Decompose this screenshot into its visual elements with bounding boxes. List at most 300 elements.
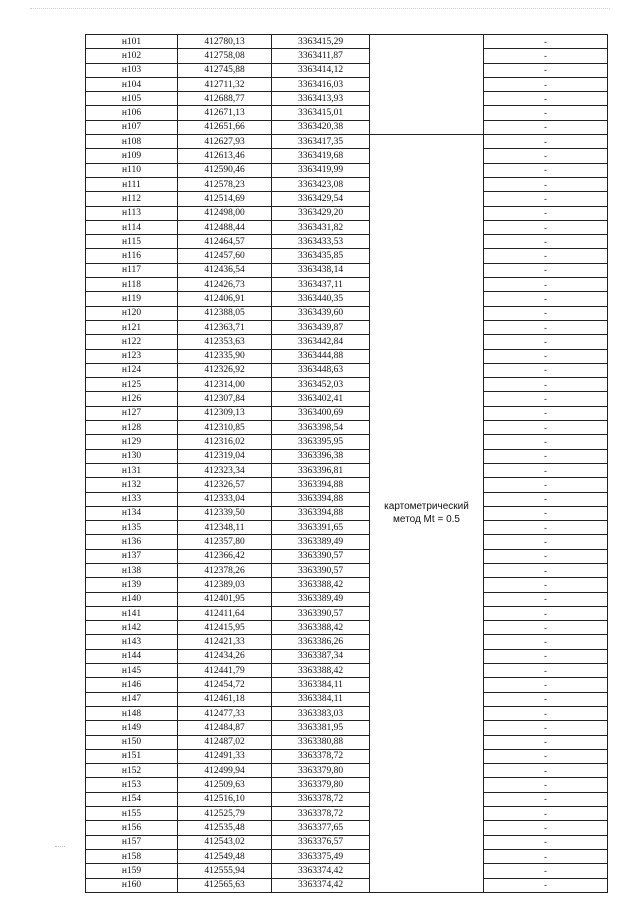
x-coordinate-cell: 412316,02 — [178, 435, 272, 449]
table-row — [86, 792, 608, 806]
y-coordinate-cell: 3363388,42 — [272, 621, 370, 635]
x-coordinate-cell: 412590,46 — [178, 163, 272, 177]
point-name-cell: н114 — [86, 220, 178, 234]
dash-cell: - — [484, 535, 608, 549]
dash-cell: - — [484, 163, 608, 177]
point-name-cell: н141 — [86, 606, 178, 620]
table-row — [86, 449, 608, 463]
x-coordinate-cell: 412525,79 — [178, 807, 272, 821]
y-coordinate-cell: 3363389,49 — [272, 592, 370, 606]
table-row — [86, 563, 608, 577]
point-name-cell: н107 — [86, 120, 178, 134]
table-row — [86, 492, 608, 506]
x-coordinate-cell: 412353,63 — [178, 335, 272, 349]
method-cell: картометрический метод Mt = 0.5 — [370, 135, 484, 893]
x-coordinate-cell: 412491,33 — [178, 749, 272, 763]
dash-cell: - — [484, 249, 608, 263]
table-row — [86, 149, 608, 163]
x-coordinate-cell: 412388,05 — [178, 306, 272, 320]
table-row — [86, 521, 608, 535]
y-coordinate-cell: 3363376,57 — [272, 835, 370, 849]
y-coordinate-cell: 3363375,49 — [272, 849, 370, 863]
x-coordinate-cell: 412326,92 — [178, 363, 272, 377]
dash-cell: - — [484, 764, 608, 778]
table-row — [86, 320, 608, 334]
x-coordinate-cell: 412543,02 — [178, 835, 272, 849]
point-name-cell: н139 — [86, 578, 178, 592]
x-coordinate-cell: 412389,03 — [178, 578, 272, 592]
y-coordinate-cell: 3363448,63 — [272, 363, 370, 377]
dash-cell: - — [484, 721, 608, 735]
y-coordinate-cell: 3363395,95 — [272, 435, 370, 449]
x-coordinate-cell: 412464,57 — [178, 235, 272, 249]
x-coordinate-cell: 412307,84 — [178, 392, 272, 406]
table-row — [86, 721, 608, 735]
dash-cell: - — [484, 749, 608, 763]
y-coordinate-cell: 3363444,88 — [272, 349, 370, 363]
x-coordinate-cell: 412457,60 — [178, 249, 272, 263]
y-coordinate-cell: 3363389,49 — [272, 535, 370, 549]
table-row — [86, 192, 608, 206]
table-row — [86, 664, 608, 678]
dash-cell: - — [484, 421, 608, 435]
dash-cell: - — [484, 278, 608, 292]
dash-cell: - — [484, 149, 608, 163]
x-coordinate-cell: 412745,88 — [178, 63, 272, 77]
table-row — [86, 177, 608, 191]
table-row — [86, 878, 608, 892]
point-name-cell: н124 — [86, 363, 178, 377]
y-coordinate-cell: 3363437,11 — [272, 278, 370, 292]
x-coordinate-cell: 412711,32 — [178, 77, 272, 91]
y-coordinate-cell: 3363384,11 — [272, 692, 370, 706]
point-name-cell: н110 — [86, 163, 178, 177]
x-coordinate-cell: 412688,77 — [178, 92, 272, 106]
dash-cell: - — [484, 177, 608, 191]
y-coordinate-cell: 3363400,69 — [272, 406, 370, 420]
point-name-cell: н143 — [86, 635, 178, 649]
x-coordinate-cell: 412436,54 — [178, 263, 272, 277]
y-coordinate-cell: 3363394,88 — [272, 492, 370, 506]
point-name-cell: н129 — [86, 435, 178, 449]
x-coordinate-cell: 412509,63 — [178, 778, 272, 792]
point-name-cell: н106 — [86, 106, 178, 120]
point-name-cell: н160 — [86, 878, 178, 892]
point-name-cell: н134 — [86, 506, 178, 520]
y-coordinate-cell: 3363390,57 — [272, 606, 370, 620]
x-coordinate-cell: 412627,93 — [178, 135, 272, 149]
y-coordinate-cell: 3363440,35 — [272, 292, 370, 306]
dash-cell: - — [484, 578, 608, 592]
y-coordinate-cell: 3363379,80 — [272, 764, 370, 778]
coordinates-table-body — [86, 35, 608, 893]
point-name-cell: н132 — [86, 478, 178, 492]
dash-cell: - — [484, 521, 608, 535]
dash-cell: - — [484, 235, 608, 249]
dash-cell: - — [484, 77, 608, 91]
point-name-cell: н136 — [86, 535, 178, 549]
table-row — [86, 778, 608, 792]
y-coordinate-cell: 3363388,42 — [272, 664, 370, 678]
dash-cell: - — [484, 835, 608, 849]
point-name-cell: н140 — [86, 592, 178, 606]
point-name-cell: н144 — [86, 649, 178, 663]
point-name-cell: н102 — [86, 49, 178, 63]
dash-cell: - — [484, 306, 608, 320]
x-coordinate-cell: 412477,33 — [178, 706, 272, 720]
point-name-cell: н121 — [86, 320, 178, 334]
x-coordinate-cell: 412348,11 — [178, 521, 272, 535]
x-coordinate-cell: 412339,50 — [178, 506, 272, 520]
point-name-cell: н126 — [86, 392, 178, 406]
y-coordinate-cell: 3363390,57 — [272, 549, 370, 563]
y-coordinate-cell: 3363390,57 — [272, 563, 370, 577]
table-row — [86, 63, 608, 77]
x-coordinate-cell: 412549,48 — [178, 849, 272, 863]
table-row — [86, 478, 608, 492]
point-name-cell: н133 — [86, 492, 178, 506]
dash-cell: - — [484, 878, 608, 892]
dash-cell: - — [484, 392, 608, 406]
y-coordinate-cell: 3363394,88 — [272, 506, 370, 520]
point-name-cell: н103 — [86, 63, 178, 77]
x-coordinate-cell: 412780,13 — [178, 35, 272, 49]
table-row — [86, 249, 608, 263]
x-coordinate-cell: 412309,13 — [178, 406, 272, 420]
point-name-cell: н157 — [86, 835, 178, 849]
table-row — [86, 335, 608, 349]
point-name-cell: н135 — [86, 521, 178, 535]
dash-cell: - — [484, 735, 608, 749]
table-row — [86, 220, 608, 234]
x-coordinate-cell: 412461,18 — [178, 692, 272, 706]
y-coordinate-cell: 3363429,20 — [272, 206, 370, 220]
table-row — [86, 821, 608, 835]
point-name-cell: н147 — [86, 692, 178, 706]
point-name-cell: н125 — [86, 378, 178, 392]
x-coordinate-cell: 412671,13 — [178, 106, 272, 120]
table-row — [86, 835, 608, 849]
dash-cell: - — [484, 649, 608, 663]
table-row — [86, 692, 608, 706]
dash-cell: - — [484, 206, 608, 220]
point-name-cell: н122 — [86, 335, 178, 349]
point-name-cell: н158 — [86, 849, 178, 863]
dash-cell: - — [484, 378, 608, 392]
x-coordinate-cell: 412366,42 — [178, 549, 272, 563]
y-coordinate-cell: 3363379,80 — [272, 778, 370, 792]
dash-cell: - — [484, 621, 608, 635]
dash-cell: - — [484, 435, 608, 449]
point-name-cell: н150 — [86, 735, 178, 749]
y-coordinate-cell: 3363374,42 — [272, 864, 370, 878]
point-name-cell: н130 — [86, 449, 178, 463]
y-coordinate-cell: 3363439,87 — [272, 320, 370, 334]
table-row — [86, 749, 608, 763]
dash-cell: - — [484, 292, 608, 306]
x-coordinate-cell: 412758,08 — [178, 49, 272, 63]
dash-cell: - — [484, 692, 608, 706]
point-name-cell: н151 — [86, 749, 178, 763]
point-name-cell: н146 — [86, 678, 178, 692]
point-name-cell: н117 — [86, 263, 178, 277]
y-coordinate-cell: 3363402,41 — [272, 392, 370, 406]
dash-cell: - — [484, 664, 608, 678]
table-row — [86, 349, 608, 363]
point-name-cell: н159 — [86, 864, 178, 878]
dash-cell: - — [484, 606, 608, 620]
y-coordinate-cell: 3363419,68 — [272, 149, 370, 163]
y-coordinate-cell: 3363413,93 — [272, 92, 370, 106]
y-coordinate-cell: 3363378,72 — [272, 749, 370, 763]
dash-cell: - — [484, 406, 608, 420]
dash-cell: - — [484, 349, 608, 363]
dash-cell: - — [484, 363, 608, 377]
x-coordinate-cell: 412565,63 — [178, 878, 272, 892]
x-coordinate-cell: 412484,87 — [178, 721, 272, 735]
dash-cell: - — [484, 63, 608, 77]
x-coordinate-cell: 412319,04 — [178, 449, 272, 463]
dash-cell: - — [484, 635, 608, 649]
x-coordinate-cell: 412487,02 — [178, 735, 272, 749]
x-coordinate-cell: 412499,94 — [178, 764, 272, 778]
point-name-cell: н149 — [86, 721, 178, 735]
x-coordinate-cell: 412488,44 — [178, 220, 272, 234]
point-name-cell: н137 — [86, 549, 178, 563]
table-row — [86, 592, 608, 606]
dash-cell: - — [484, 706, 608, 720]
table-row — [86, 278, 608, 292]
x-coordinate-cell: 412613,46 — [178, 149, 272, 163]
y-coordinate-cell: 3363417,35 — [272, 135, 370, 149]
y-coordinate-cell: 3363394,88 — [272, 478, 370, 492]
table-row — [86, 306, 608, 320]
x-coordinate-cell: 412310,85 — [178, 421, 272, 435]
table-row — [86, 864, 608, 878]
y-coordinate-cell: 3363415,29 — [272, 35, 370, 49]
dash-cell: - — [484, 335, 608, 349]
x-coordinate-cell: 412326,57 — [178, 478, 272, 492]
scan-artifact-mark — [55, 846, 65, 848]
x-coordinate-cell: 412411,64 — [178, 606, 272, 620]
table-row — [86, 135, 608, 149]
dash-cell: - — [484, 678, 608, 692]
point-name-cell: н153 — [86, 778, 178, 792]
point-name-cell: н127 — [86, 406, 178, 420]
y-coordinate-cell: 3363384,11 — [272, 678, 370, 692]
x-coordinate-cell: 412333,04 — [178, 492, 272, 506]
x-coordinate-cell: 412357,80 — [178, 535, 272, 549]
x-coordinate-cell: 412651,66 — [178, 120, 272, 134]
dash-cell: - — [484, 792, 608, 806]
dash-cell: - — [484, 849, 608, 863]
table-row — [86, 49, 608, 63]
x-coordinate-cell: 412401,95 — [178, 592, 272, 606]
dash-cell: - — [484, 449, 608, 463]
y-coordinate-cell: 3363433,53 — [272, 235, 370, 249]
x-coordinate-cell: 412378,26 — [178, 563, 272, 577]
dash-cell: - — [484, 35, 608, 49]
y-coordinate-cell: 3363391,65 — [272, 521, 370, 535]
method-cell-empty — [370, 35, 484, 135]
y-coordinate-cell: 3363388,42 — [272, 578, 370, 592]
point-name-cell: н104 — [86, 77, 178, 91]
y-coordinate-cell: 3363420,38 — [272, 120, 370, 134]
y-coordinate-cell: 3363387,34 — [272, 649, 370, 663]
table-row — [86, 635, 608, 649]
table-row — [86, 807, 608, 821]
x-coordinate-cell: 412516,10 — [178, 792, 272, 806]
table-row — [86, 77, 608, 91]
table-row — [86, 506, 608, 520]
dash-cell: - — [484, 463, 608, 477]
point-name-cell: н154 — [86, 792, 178, 806]
table-row — [86, 549, 608, 563]
y-coordinate-cell: 3363377,65 — [272, 821, 370, 835]
dash-cell: - — [484, 263, 608, 277]
point-name-cell: н113 — [86, 206, 178, 220]
table-row — [86, 106, 608, 120]
y-coordinate-cell: 3363435,85 — [272, 249, 370, 263]
dash-cell: - — [484, 821, 608, 835]
coordinates-table — [85, 34, 608, 893]
table-row — [86, 678, 608, 692]
table-row — [86, 621, 608, 635]
point-name-cell: н138 — [86, 563, 178, 577]
y-coordinate-cell: 3363378,72 — [272, 792, 370, 806]
point-name-cell: н142 — [86, 621, 178, 635]
point-name-cell: н156 — [86, 821, 178, 835]
x-coordinate-cell: 412421,33 — [178, 635, 272, 649]
y-coordinate-cell: 3363439,60 — [272, 306, 370, 320]
dash-cell: - — [484, 592, 608, 606]
dash-cell: - — [484, 549, 608, 563]
x-coordinate-cell: 412441,79 — [178, 664, 272, 678]
dash-cell: - — [484, 778, 608, 792]
point-name-cell: н101 — [86, 35, 178, 49]
point-name-cell: н118 — [86, 278, 178, 292]
y-coordinate-cell: 3363452,03 — [272, 378, 370, 392]
x-coordinate-cell: 412415,95 — [178, 621, 272, 635]
x-coordinate-cell: 412406,91 — [178, 292, 272, 306]
x-coordinate-cell: 412454,72 — [178, 678, 272, 692]
table-row — [86, 735, 608, 749]
point-name-cell: н128 — [86, 421, 178, 435]
point-name-cell: н105 — [86, 92, 178, 106]
x-coordinate-cell: 412323,34 — [178, 463, 272, 477]
y-coordinate-cell: 3363374,42 — [272, 878, 370, 892]
y-coordinate-cell: 3363380,88 — [272, 735, 370, 749]
y-coordinate-cell: 3363423,08 — [272, 177, 370, 191]
y-coordinate-cell: 3363416,03 — [272, 77, 370, 91]
table-row — [86, 421, 608, 435]
point-name-cell: н152 — [86, 764, 178, 778]
x-coordinate-cell: 412535,48 — [178, 821, 272, 835]
point-name-cell: н116 — [86, 249, 178, 263]
table-row — [86, 578, 608, 592]
y-coordinate-cell: 3363415,01 — [272, 106, 370, 120]
y-coordinate-cell: 3363396,38 — [272, 449, 370, 463]
y-coordinate-cell: 3363383,03 — [272, 706, 370, 720]
dash-cell: - — [484, 106, 608, 120]
point-name-cell: н148 — [86, 706, 178, 720]
x-coordinate-cell: 412363,71 — [178, 320, 272, 334]
dash-cell: - — [484, 478, 608, 492]
table-row — [86, 35, 608, 49]
point-name-cell: н120 — [86, 306, 178, 320]
y-coordinate-cell: 3363438,14 — [272, 263, 370, 277]
y-coordinate-cell: 3363378,72 — [272, 807, 370, 821]
table-row — [86, 392, 608, 406]
dash-cell: - — [484, 320, 608, 334]
table-row — [86, 706, 608, 720]
dash-cell: - — [484, 864, 608, 878]
y-coordinate-cell: 3363386,26 — [272, 635, 370, 649]
x-coordinate-cell: 412335,90 — [178, 349, 272, 363]
dash-cell: - — [484, 563, 608, 577]
dash-cell: - — [484, 807, 608, 821]
table-row — [86, 235, 608, 249]
table-row — [86, 606, 608, 620]
y-coordinate-cell: 3363411,87 — [272, 49, 370, 63]
table-row — [86, 163, 608, 177]
point-name-cell: н119 — [86, 292, 178, 306]
y-coordinate-cell: 3363396,81 — [272, 463, 370, 477]
point-name-cell: н123 — [86, 349, 178, 363]
y-coordinate-cell: 3363419,99 — [272, 163, 370, 177]
table-row — [86, 849, 608, 863]
y-coordinate-cell: 3363442,84 — [272, 335, 370, 349]
table-row — [86, 649, 608, 663]
table-row — [86, 435, 608, 449]
dash-cell: - — [484, 492, 608, 506]
dash-cell: - — [484, 49, 608, 63]
y-coordinate-cell: 3363381,95 — [272, 721, 370, 735]
x-coordinate-cell: 412578,23 — [178, 177, 272, 191]
point-name-cell: н112 — [86, 192, 178, 206]
point-name-cell: н111 — [86, 177, 178, 191]
table-row — [86, 535, 608, 549]
point-name-cell: н155 — [86, 807, 178, 821]
table-row — [86, 363, 608, 377]
point-name-cell: н109 — [86, 149, 178, 163]
table-row — [86, 378, 608, 392]
table-row — [86, 764, 608, 778]
table-row — [86, 292, 608, 306]
x-coordinate-cell: 412498,00 — [178, 206, 272, 220]
y-coordinate-cell: 3363429,54 — [272, 192, 370, 206]
x-coordinate-cell: 412555,94 — [178, 864, 272, 878]
y-coordinate-cell: 3363414,12 — [272, 63, 370, 77]
table-row — [86, 406, 608, 420]
point-name-cell: н115 — [86, 235, 178, 249]
point-name-cell: н108 — [86, 135, 178, 149]
dash-cell: - — [484, 192, 608, 206]
y-coordinate-cell: 3363398,54 — [272, 421, 370, 435]
table-row — [86, 120, 608, 134]
scan-artifact-line — [30, 8, 610, 10]
x-coordinate-cell: 412426,73 — [178, 278, 272, 292]
x-coordinate-cell: 412434,26 — [178, 649, 272, 663]
dash-cell: - — [484, 92, 608, 106]
dash-cell: - — [484, 135, 608, 149]
x-coordinate-cell: 412514,69 — [178, 192, 272, 206]
point-name-cell: н131 — [86, 463, 178, 477]
x-coordinate-cell: 412314,00 — [178, 378, 272, 392]
dash-cell: - — [484, 220, 608, 234]
dash-cell: - — [484, 120, 608, 134]
table-row — [86, 92, 608, 106]
